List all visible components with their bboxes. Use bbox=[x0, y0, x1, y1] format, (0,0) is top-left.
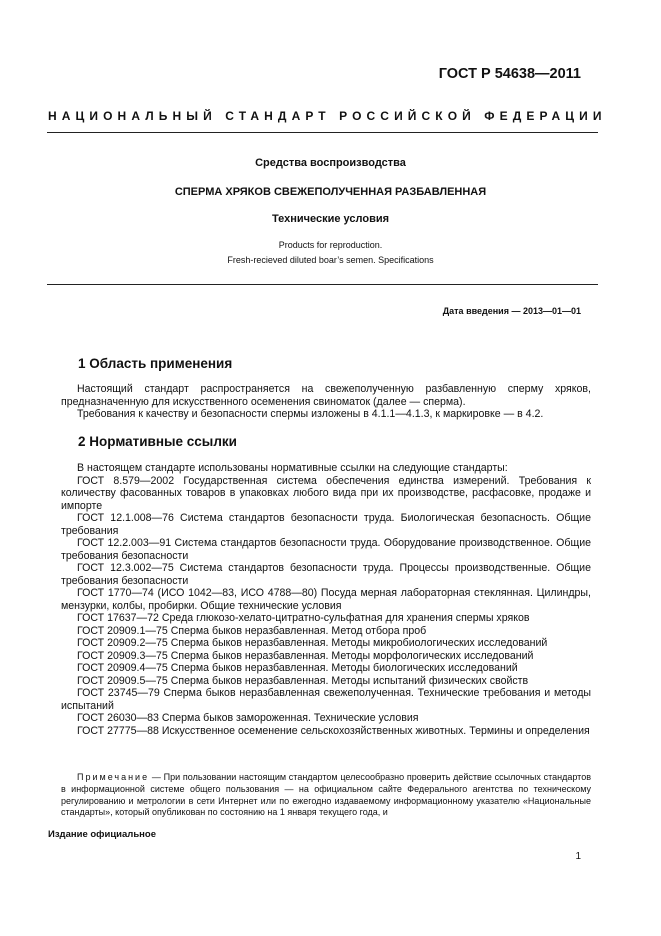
reference-item: ГОСТ 23745—79 Сперма быков неразбавленная свежеполученная. Технические требования и методы испытаний bbox=[61, 687, 591, 712]
reference-item: ГОСТ 8.579—2002 Государственная система обеспечения единства измерений. Требования к количеству фасованных товаров в упаковках любого вида при их производстве, расфасовке, продаже и импорте bbox=[61, 474, 591, 512]
reference-item: ГОСТ 1770—74 (ИСО 1042—83, ИСО 4788—80) Посуда мерная лабораторная стеклянная. Цилиндры, мензурки, колбы, пробирки. Общие технические условия bbox=[61, 587, 591, 612]
document-subtitle: Технические условия bbox=[271, 213, 390, 225]
page-number: 1 bbox=[575, 851, 581, 862]
reference-item: ГОСТ 26030—83 Сперма быков замороженная. Технические условия bbox=[77, 712, 419, 724]
reference-item: ГОСТ 20909.1—75 Сперма быков неразбавленная. Метод отбора проб bbox=[77, 624, 427, 637]
reference-item: ГОСТ 20909.3—75 Сперма быков неразбавленная. Методы морфологических исследований bbox=[77, 649, 534, 662]
official-edition-mark: Издание официальное bbox=[48, 829, 156, 840]
english-title-line-2: Fresh-recieved diluted boar’s semen. Specifications bbox=[227, 255, 434, 265]
reference-item: ГОСТ 12.2.003—91 Система стандартов безопасности труда. Оборудование производственное. Общие требования безопасности bbox=[61, 537, 591, 562]
section-1-paragraph: Настоящий стандарт распространяется на свежеполученную разбавленную сперму хряков, предназначенную для искусственного осеменения свиноматок (далее — сперма). bbox=[61, 383, 591, 408]
effective-date: Дата введения — 2013—01—01 bbox=[442, 306, 581, 316]
subject-area: Средства воспроизводства bbox=[255, 157, 406, 169]
reference-item: ГОСТ 27775—88 Искусственное осеменение сельскохозяйственных животных. Термины и определения bbox=[77, 724, 590, 737]
reference-item: ГОСТ 20909.2—75 Сперма быков неразбавленная. Методы микробиологических исследований bbox=[77, 637, 548, 649]
references-intro: В настоящем стандарте использованы нормативные ссылки на следующие стандарты: bbox=[77, 462, 508, 474]
section-1-heading: 1 Область применения bbox=[78, 356, 233, 371]
document-number: ГОСТ Р 54638—2011 bbox=[438, 66, 581, 82]
national-standard-banner: НАЦИОНАЛЬНЫЙ СТАНДАРТ РОССИЙСКОЙ ФЕДЕРАЦИИ bbox=[48, 109, 607, 123]
note-paragraph bbox=[61, 772, 591, 819]
normative-references-list bbox=[61, 462, 591, 737]
reference-item: ГОСТ 20909.5—75 Сперма быков неразбавленная. Методы испытаний физических свойств bbox=[77, 674, 529, 687]
section-1-body bbox=[61, 383, 591, 421]
reference-item: ГОСТ 12.1.008—76 Система стандартов безопасности труда. Биологическая безопасность. Общие требования bbox=[61, 512, 591, 537]
reference-item: ГОСТ 17637—72 Среда глюкозо-хелато-цитратно-сульфатная для хранения спермы хряков bbox=[77, 612, 530, 624]
reference-item: ГОСТ 12.3.002—75 Система стандартов безопасности труда. Процессы производственные. Общие требования безопасности bbox=[61, 562, 591, 587]
top-rule bbox=[47, 132, 598, 133]
section-2-heading: 2 Нормативные ссылки bbox=[78, 434, 237, 449]
english-title-line-1: Products for reproduction. bbox=[278, 240, 383, 250]
note-text: — При пользовании настоящим стандартом целесообразно проверить действие ссылочных стандартов в информационной системе общего пользования — на официальном сайте Федерального агентства по техническому регулированию и метрологии в сети Интернет или по ежегодно издаваемому информационному указателю «Национальные стандарты», который опубликован по состоянию на 1 января текущего года, и bbox=[61, 772, 591, 818]
reference-item: ГОСТ 20909.4—75 Сперма быков неразбавленная. Методы биологических исследований bbox=[77, 662, 518, 674]
note-label: Примечание bbox=[77, 772, 150, 782]
title-bottom-rule bbox=[47, 284, 598, 285]
section-1-paragraph: Требования к качеству и безопасности спермы изложены в 4.1.1—4.1.3, к маркировке — в 4.2. bbox=[77, 408, 544, 420]
document-title: СПЕРМА ХРЯКОВ СВЕЖЕПОЛУЧЕННАЯ РАЗБАВЛЕННАЯ bbox=[174, 186, 487, 198]
